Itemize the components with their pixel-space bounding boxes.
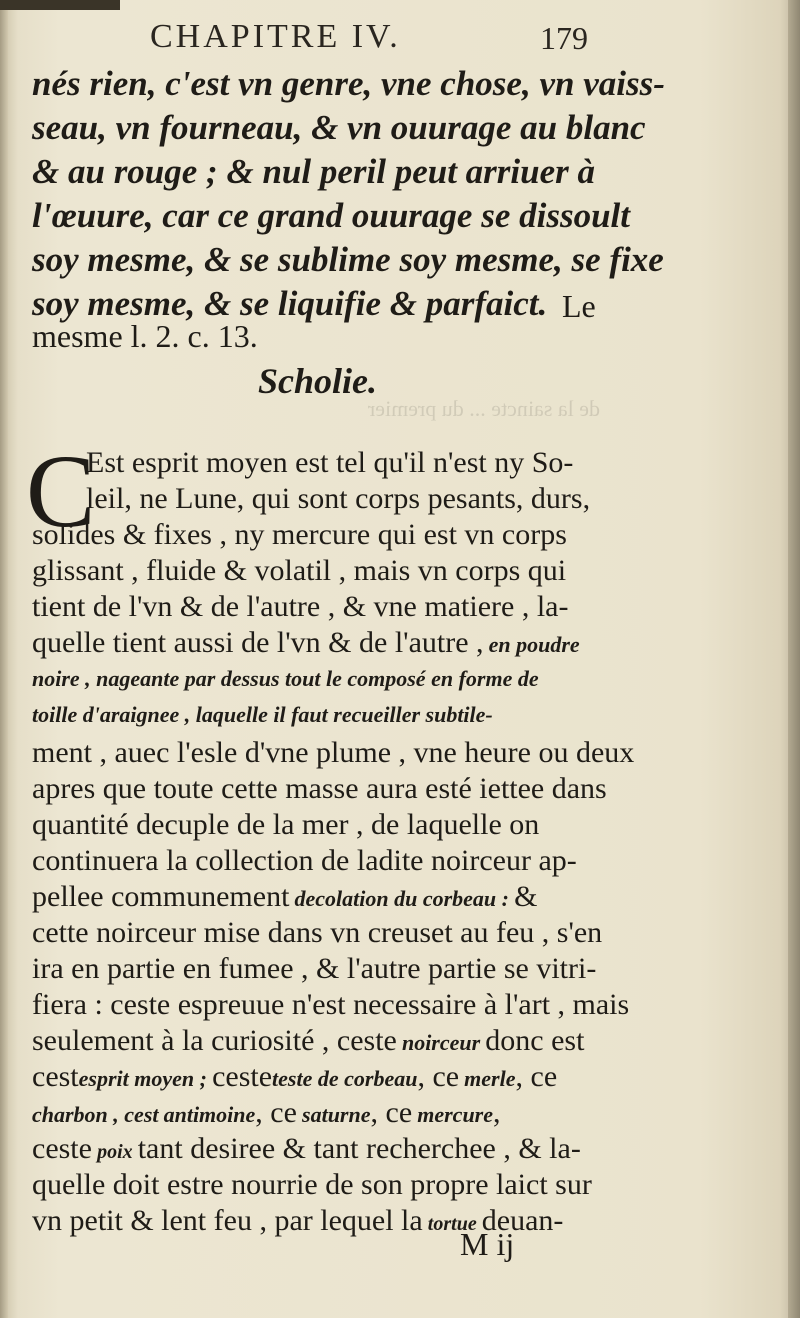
text-run: donc est [485, 1024, 585, 1057]
text-line: leil, ne Lune, qui sont corps pesants, durs, [86, 482, 591, 515]
text-line: cette noirceur mise dans vn creuset au feu , s'en [32, 916, 603, 949]
italic-run: teste de corbeau [272, 1066, 418, 1091]
text-line: quelle doit estre nourrie de son propre laict sur [32, 1168, 592, 1201]
text-line [32, 1062, 600, 1092]
text-line [32, 1098, 600, 1128]
text-run: , ce [417, 1060, 460, 1093]
text-line: & au rouge ; & nul peril peut arriuer à [32, 152, 596, 191]
italic-run: esprit moyen ; [78, 1066, 207, 1091]
text-line [32, 284, 600, 324]
italic-run: noirceur [401, 1030, 481, 1055]
chapter-heading: CHAPITRE IV. [150, 18, 401, 55]
text-run: pellee communement [32, 880, 290, 913]
text-line: fiera : ceste espreuue n'est necessaire à l'art , mais [32, 988, 630, 1021]
italic-run: poix [97, 1141, 133, 1163]
binding-corner [0, 0, 120, 10]
italic-run: merle [464, 1066, 516, 1091]
text-line: Est esprit moyen est tel qu'il n'est ny So- [86, 446, 574, 479]
text-run: , ce [255, 1096, 297, 1129]
text-run: deuan- [481, 1204, 564, 1237]
italic-run: saturne [302, 1102, 371, 1127]
italic-run: en poudre [488, 632, 580, 657]
text-line [32, 1026, 600, 1056]
text-line: solides & fixes , ny mercure qui est vn corps [32, 518, 567, 551]
text-line: toille d'araignee , laquelle il faut recueiller subtile- [32, 702, 493, 727]
text-run: quelle tient aussi de l'vn & de l'autre , [32, 626, 484, 659]
text-line [32, 1134, 600, 1164]
text-run: charbon , cest [32, 1102, 159, 1127]
text-line: nés rien, c'est vn genre, vne chose, vn vaiss- [32, 64, 665, 103]
text-run: ceste [212, 1060, 273, 1093]
text-line [32, 1206, 600, 1236]
running-header [0, 18, 800, 58]
page-gutter-shadow [0, 0, 8, 1318]
text-line: l'œuure, car ce grand ouurage se dissoult [32, 196, 630, 235]
bleed-through-text: de la saincte ... du premier [367, 396, 600, 421]
text-run: & [514, 880, 538, 913]
signature-mark: M ij [460, 1226, 515, 1262]
text-line: glissant , fluide & volatil , mais vn corps qui [32, 554, 567, 587]
italic-run: mercure [417, 1102, 493, 1127]
text-line: noire , nageante par dessus tout le composé en forme de [32, 666, 539, 691]
text-run: , ce [515, 1060, 558, 1093]
section-heading: Scholie. [258, 361, 378, 401]
text-run: seulement à la curiosité , ceste [32, 1024, 397, 1057]
text-line: apres que toute cette masse aura esté iettee dans [32, 772, 607, 805]
page-edge-shadow [788, 0, 800, 1318]
text-run: cest [32, 1060, 79, 1093]
text-line: seau, vn fourneau, & vn ouurage au blanc [32, 108, 646, 147]
italic-run: antimoine [163, 1102, 256, 1127]
text-line: tient de l'vn & de l'autre , & vne matiere , la- [32, 590, 569, 623]
text-line: continuera la collection de ladite noirceur ap- [32, 844, 577, 877]
text-line: soy mesme, & se sublime soy mesme, se fixe [32, 240, 664, 279]
text-line [32, 628, 600, 658]
text-run: ceste [32, 1132, 92, 1165]
text-run: , ce [370, 1096, 413, 1129]
text-run: ment , auec l'esle d'vne plume , vne heure ou deux [32, 736, 635, 769]
reference-le: Le [562, 288, 596, 324]
text-line [32, 882, 600, 912]
reference-line: mesme l. 2. c. 13. [32, 318, 258, 354]
page-number: 179 [540, 20, 588, 56]
text-line: ira en partie en fumee , & l'autre partie se vitri- [32, 952, 597, 985]
italic-run: soy mesme, & se liquifie & parfaict. [32, 284, 548, 323]
italic-run: decolation du corbeau : [294, 886, 509, 911]
text-run: , [493, 1096, 501, 1129]
italic-run: tortue [427, 1213, 477, 1235]
drop-capital: C [26, 434, 96, 549]
text-run: tant desiree & tant recherchee , & la- [137, 1132, 581, 1165]
text-run: vn petit & lent feu , par lequel la [32, 1204, 423, 1237]
text-line: quantité decuple de la mer , de laquelle on [32, 808, 540, 841]
text-line [32, 736, 635, 769]
